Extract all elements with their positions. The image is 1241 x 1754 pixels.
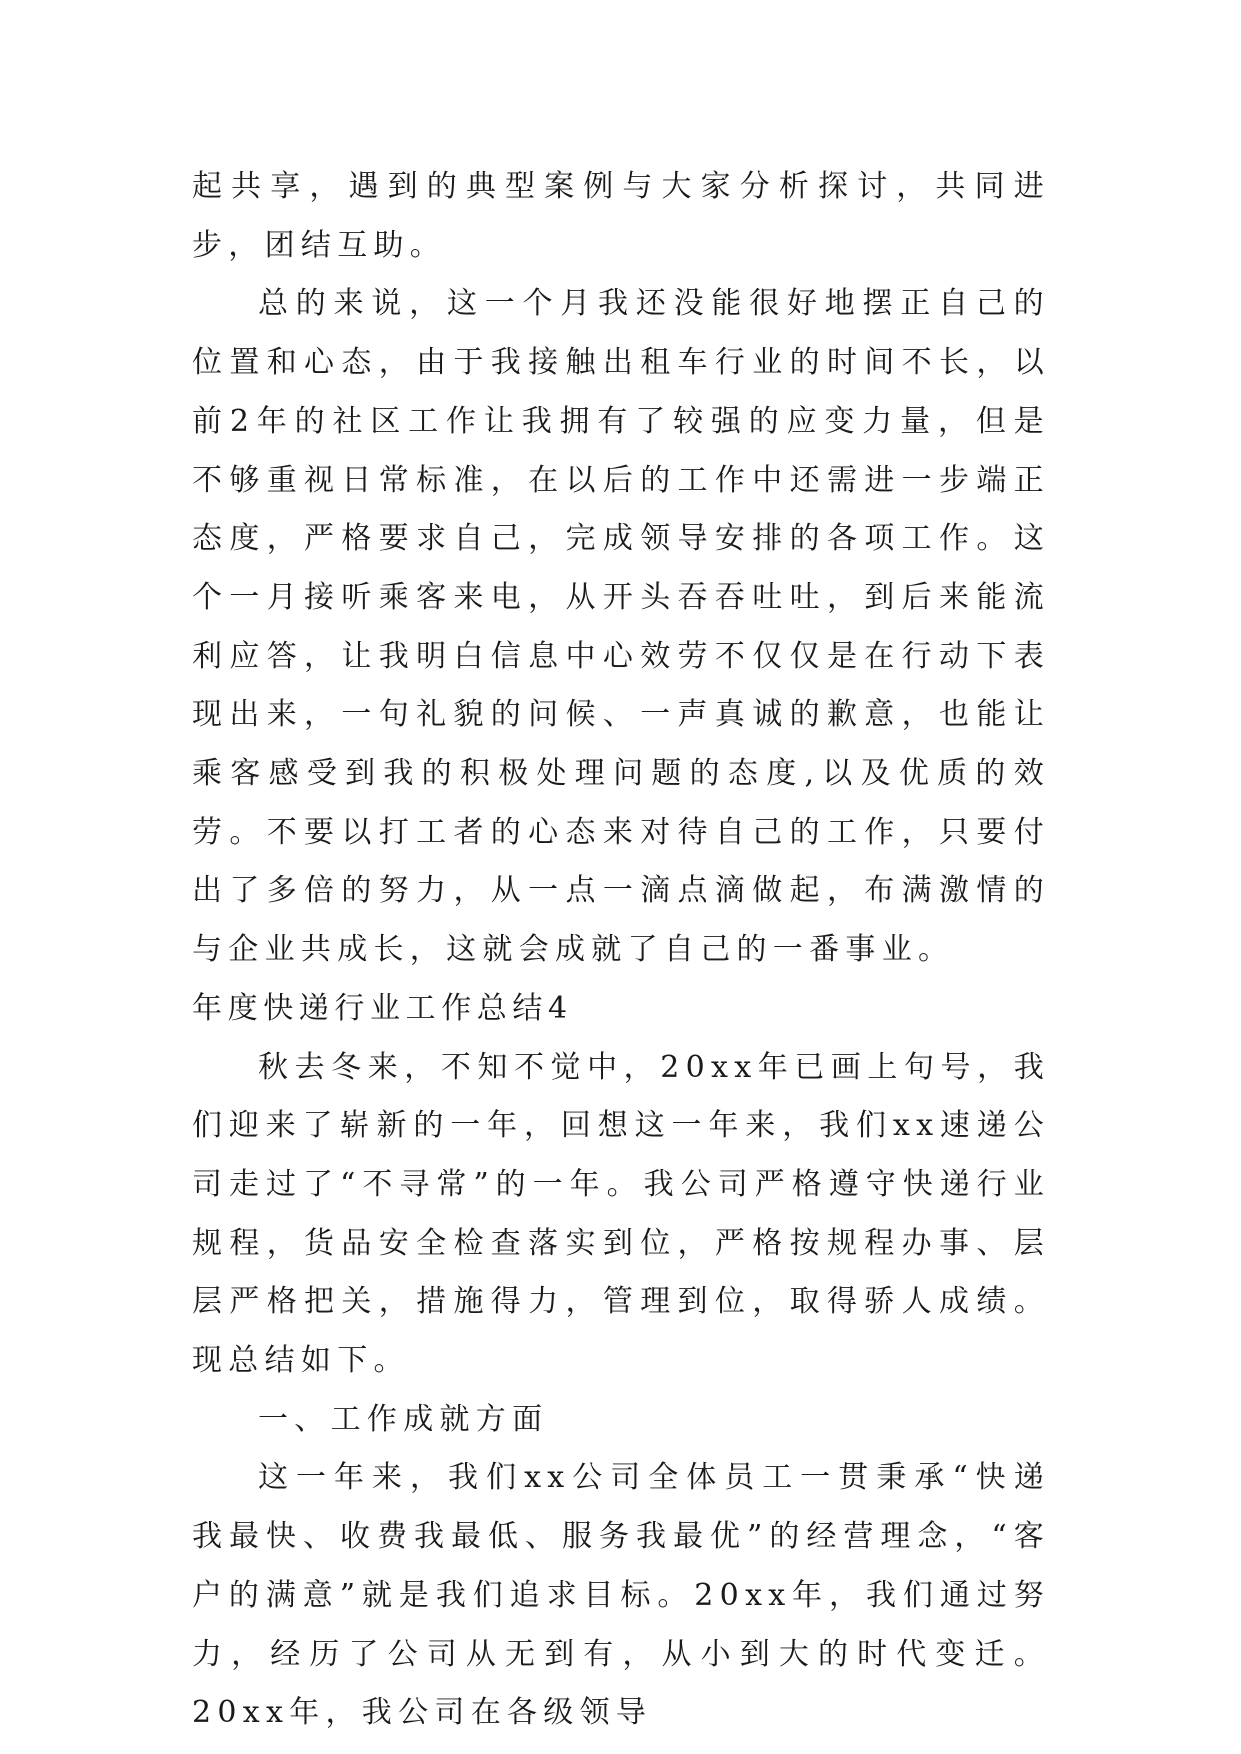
paragraph-achievements: 这一年来，我们xx公司全体员工一贯秉承“快递我最快、收费我最低、服务我最优”的经营理念，“客户的满意”就是我们追求目标。20xx年，我们通过努力，经历了公司从无到有，从小到大的时代变迁。20xx年，我公司在各级领导 [192,1460,1050,1731]
document-body [192,158,1050,1743]
subheading-achievements: 一、工作成就方面 [258,1401,549,1437]
section-title: 年度快递行业工作总结4 [192,990,573,1026]
paragraph-continued: 起共享，遇到的典型案例与大家分析探讨，共同进步，团结互助。 [192,169,1050,263]
paragraph-summary: 总的来说，这一个月我还没能很好地摆正自己的位置和心态，由于我接触出租车行业的时间不长，以前2年的社区工作让我拥有了较强的应变力量，但是不够重视日常标准，在以后的工作中还需进一步端正态度，严格要求自己，完成领导安排的各项工作。这个一月接听乘客来电，从开头吞吞吐吐，到后来能流利应答，让我明白信息中心效劳不仅仅是在行动下表现出来，一句礼貌的问候、一声真诚的歉意，也能让乘客感受到我的积极处理问题的态度,以及优质的效劳。不要以打工者的心态来对待自己的工作，只要付出了多倍的努力，从一点一滴点滴做起，布满激情的与企业共成长，这就会成就了自己的一番事业。 [192,286,1050,968]
paragraph-intro: 秋去冬来，不知不觉中，20xx年已画上句号，我们迎来了崭新的一年，回想这一年来，我们xx速递公司走过了“不寻常”的一年。我公司严格遵守快递行业规程，货品安全检查落实到位，严格按规程办事、层层严格把关，措施得力，管理到位，取得骄人成绩。现总结如下。 [192,1049,1050,1379]
